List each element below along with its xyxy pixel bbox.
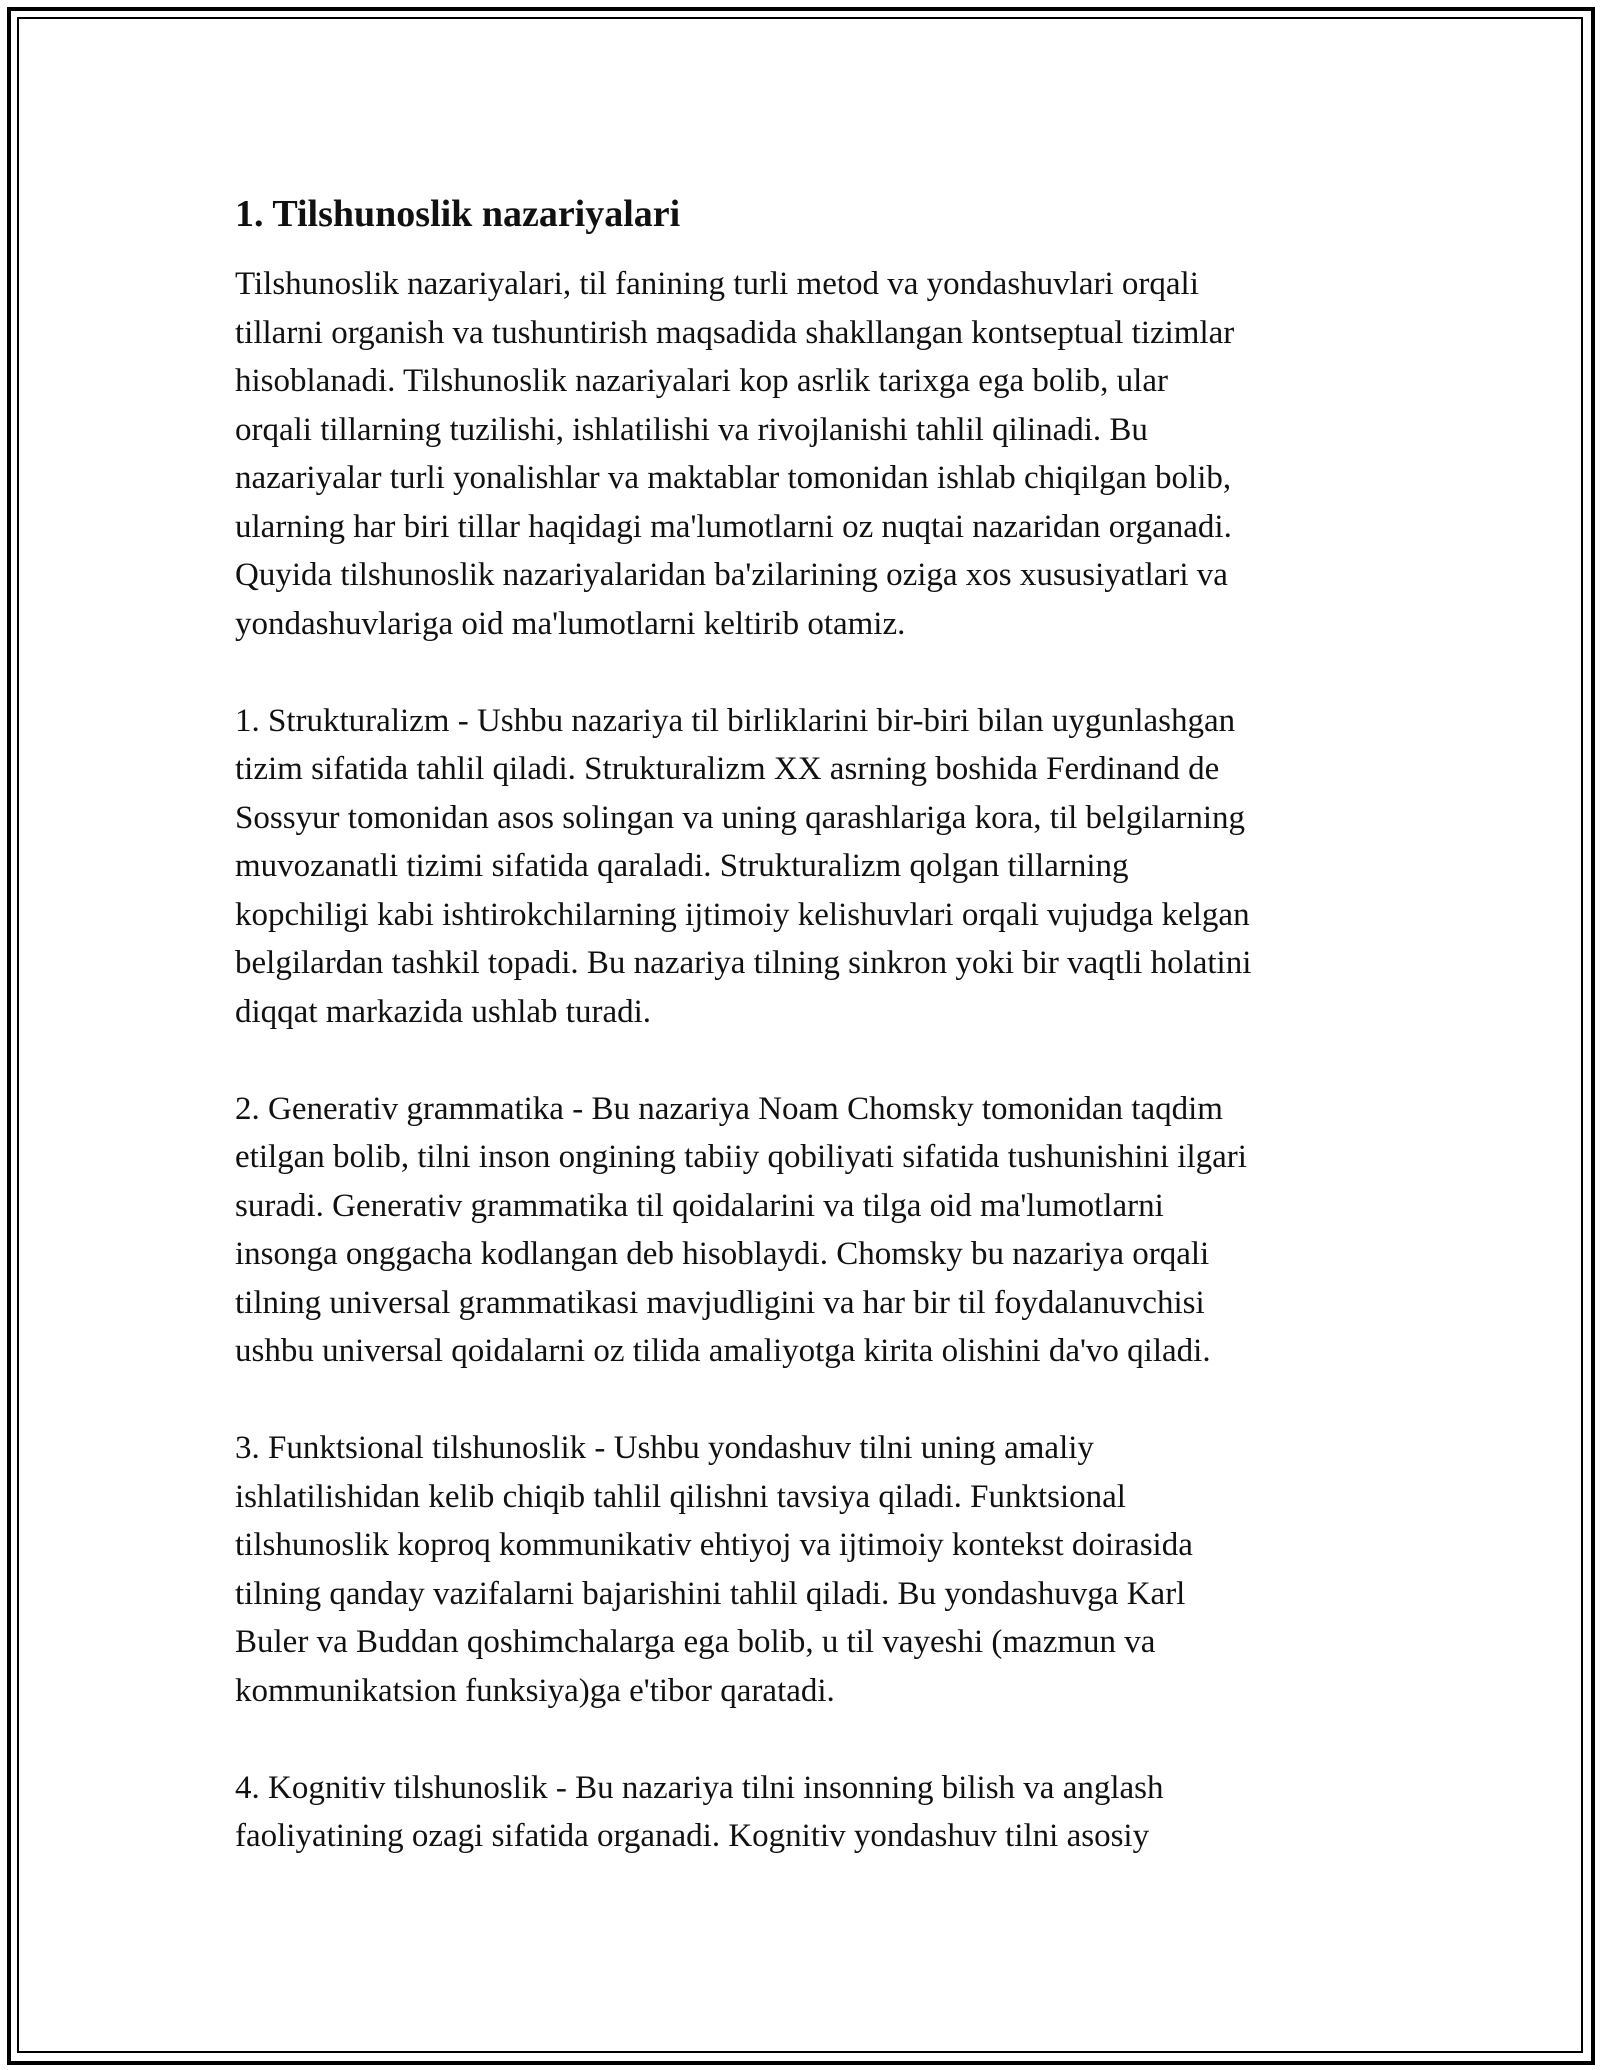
paragraph-generativ-grammatika: 2. Generativ grammatika - Bu nazariya Noam Chomsky tomonidan taqdim etilgan bolib, tilni inson ongining tabiiy qobiliyati sifatida tushunishini ilgari suradi. Generativ grammatika til qoidalarini va tilga oid ma'lumotlarni insonga onggacha kodlangan deb hisoblaydi. Chomsky bu nazariya orqali tilning universal grammatikasi mavjudligini va har bir til foydalanuvchisi ushbu universal qoidalarni oz tilida amaliyotga kirita olishini da'vo qiladi.	[235, 1090, 1247, 1369]
intro-paragraph: Tilshunoslik nazariyalari, til fanining turli metod va yondashuvlari orqali tillarni organish va tushuntirish maqsadida shakllangan kontseptual tizimlar hisoblanadi. Tilshunoslik nazariyalari kop asrlik tarixga ega bolib, ular orqali tillarning tuzilishi, ishlatilishi va rivojlanishi tahlil qilinadi. Bu nazariyalar turli yonalishlar va maktablar tomonidan ishlab chiqilgan bolib, ularning har biri tillar haqidagi ma'lumotlarni oz nuqtai nazaridan organadi. Quyida tilshunoslik nazariyalaridan ba'zilarining oziga xos xususiyatlari va yondashuvlariga oid ma'lumotlarni keltirib otamiz.	[235, 266, 1235, 642]
paragraph-strukturalizm: 1. Strukturalizm - Ushbu nazariya til birliklarini bir-biri bilan uygunlashgan tizim sifatida tahlil qiladi. Strukturalizm XX asrning boshida Ferdinand de Sossyur tomonidan asos solingan va uning qarashlariga kora, til belgilarning muvozanatli tizimi sifatida qaraladi. Strukturalizm qolgan tillarning kopchiligi kabi ishtirokchilarning ijtimoiy kelishuvlari orqali vujudga kelgan belgilardan tashkil topadi. Bu nazariya tilning sinkron yoki bir vaqtli holatini diqqat markazida ushlab turadi.	[235, 702, 1252, 1030]
paragraph-kognitiv-tilshunoslik: 4. Kognitiv tilshunoslik - Bu nazariya tilni insonning bilish va anglash faoliyatining ozagi sifatida organadi. Kognitiv yondashuv tilni asosiy	[235, 1769, 1164, 1854]
section-heading: 1. Tilshunoslik nazariyalari	[235, 193, 681, 235]
paragraph-funktsional-tilshunoslik: 3. Funktsional tilshunoslik - Ushbu yondashuv tilni uning amaliy ishlatilishidan kelib chiqib tahlil qilishni tavsiya qiladi. Funktsional tilshunoslik koproq kommunikativ ehtiyoj va ijtimoiy kontekst doirasida tilning qanday vazifalarni bajarishini tahlil qiladi. Bu yondashuvga Karl Buler va Buddan qoshimchalarga ega bolib, u til vayeshi (mazmun va kommunikatsion funksiya)ga e'tibor qaratadi.	[235, 1430, 1193, 1709]
document-body	[235, 190, 1385, 1909]
